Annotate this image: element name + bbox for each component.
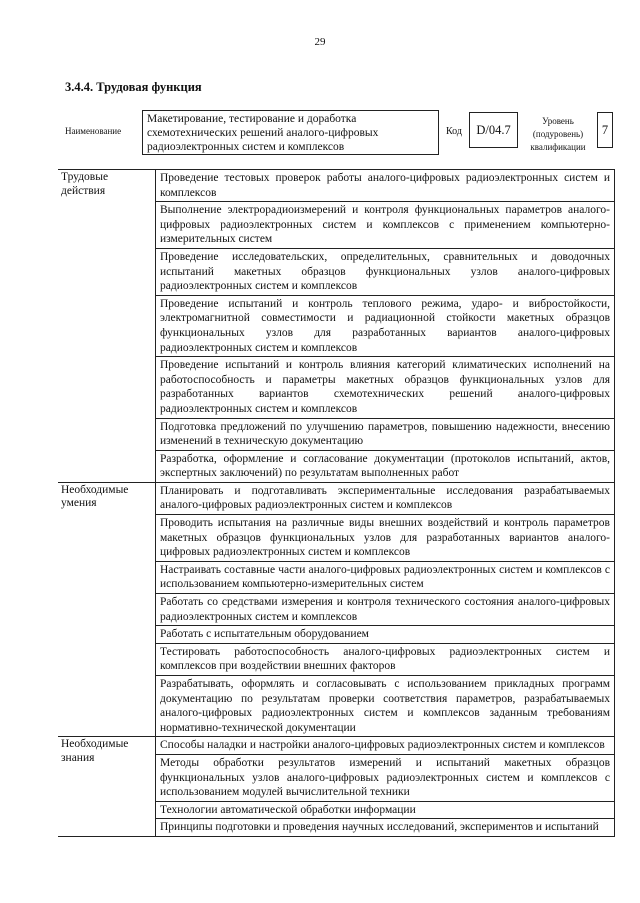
- table-row: Методы обработки результатов измерений и испытаний макетных образцов функциональных узлов аналого-цифровых радиоэлектронных систем и комплексов с использованием модулей вычислительной техники: [155, 754, 615, 801]
- code-value-box: D/04.7: [469, 112, 518, 148]
- group-title: Трудовые действия: [61, 171, 109, 197]
- level-label: Уровень (подуровень) квалификации: [530, 116, 586, 152]
- table-row: Настраивать составные части аналого-цифровых радиоэлектронных систем и комплексов с использованием компьютерно-измерительных систем: [155, 561, 615, 593]
- group-skills: [58, 482, 615, 737]
- table-row: Тестировать работоспособность аналого-цифровых радиоэлектронных систем и комплексов при воздействии внешних факторов: [155, 643, 615, 675]
- group-title: Необходимые умения: [61, 483, 129, 510]
- name-label: Наименование: [65, 126, 122, 136]
- table-row: Проведение тестовых проверок работы аналого-цифровых радиоэлектронных систем и комплексов: [155, 170, 615, 201]
- table-row: Разработка, оформление и согласование документации (протоколов испытаний, актов, экспертных заключений) по результатам выполненных работ: [155, 450, 615, 482]
- table-row: Проведение испытаний и контроль теплового режима, ударо- и вибростойкости, электромагнитной совместимости и радиационной стойкости макетных образцов функциональных узлов для разработанных вариантов аналого-цифровых радиоэлектронных систем и комплексов: [155, 295, 615, 356]
- function-table: [58, 169, 615, 837]
- table-row: Планировать и подготавливать экспериментальные исследования разрабатываемых аналого-цифровых радиоэлектронных систем и комплексов: [155, 483, 615, 514]
- group-actions: [58, 170, 615, 482]
- table-row: Подготовка предложений по улучшению параметров, повышению надежности, внесению изменений в техническую документацию: [155, 418, 615, 450]
- group-title: Необходимые знания: [61, 738, 129, 764]
- table-row: Работать со средствами измерения и контроля технического состояния аналого-цифровых радиоэлектронных систем и комплексов: [155, 593, 615, 625]
- table-row: Проведение испытаний и контроль влияния категорий климатических исполнений на работоспособность и параметры макетных образцов функциональных узлов для разработанных вариантов схемотехнических решений аналого-цифровых радиоэлектронных систем и комплексов: [155, 356, 615, 417]
- table-row: Работать с испытательным оборудованием: [155, 625, 615, 643]
- table-row: Выполнение электрорадиоизмерений и контроля функциональных параметров аналого-цифровых радиоэлектронных систем и комплексов с применением компьютерно-измерительных систем: [155, 201, 615, 248]
- table-row: Технологии автоматической обработки информации: [155, 801, 615, 819]
- table-row: Разрабатывать, оформлять и согласовывать с использованием прикладных программ документацию по результатам проверки соответствия параметров, разрабатываемых аналого-цифровых радиоэлектронных систем и комплексов заданным требованиям нормативно-технической документации: [155, 675, 615, 736]
- table-row: Способы наладки и настройки аналого-цифровых радиоэлектронных систем и комплексов: [155, 737, 615, 754]
- function-name-box: Макетирование, тестирование и доработка схемотехнических решений аналого-цифровых радиоэлектронных систем и комплексов: [142, 110, 439, 155]
- table-row: Проводить испытания на различные виды внешних воздействий и контроль параметров макетных образцов функциональных узлов для разработанных вариантов аналого-цифровых радиоэлектронных систем и комплексов: [155, 514, 615, 561]
- page-number: 29: [314, 36, 326, 48]
- table-row: Принципы подготовки и проведения научных исследований, экспериментов и испытаний: [155, 818, 615, 836]
- section-title: 3.4.4. Трудовая функция: [65, 80, 202, 94]
- code-label: Код: [446, 126, 462, 137]
- table-row: Проведение исследовательских, определительных, сравнительных и доводочных испытаний макетных образцов функциональных узлов аналого-цифровых радиоэлектронных систем и комплексов: [155, 248, 615, 295]
- level-value-box: 7: [597, 112, 613, 148]
- group-knowledge: [58, 736, 615, 836]
